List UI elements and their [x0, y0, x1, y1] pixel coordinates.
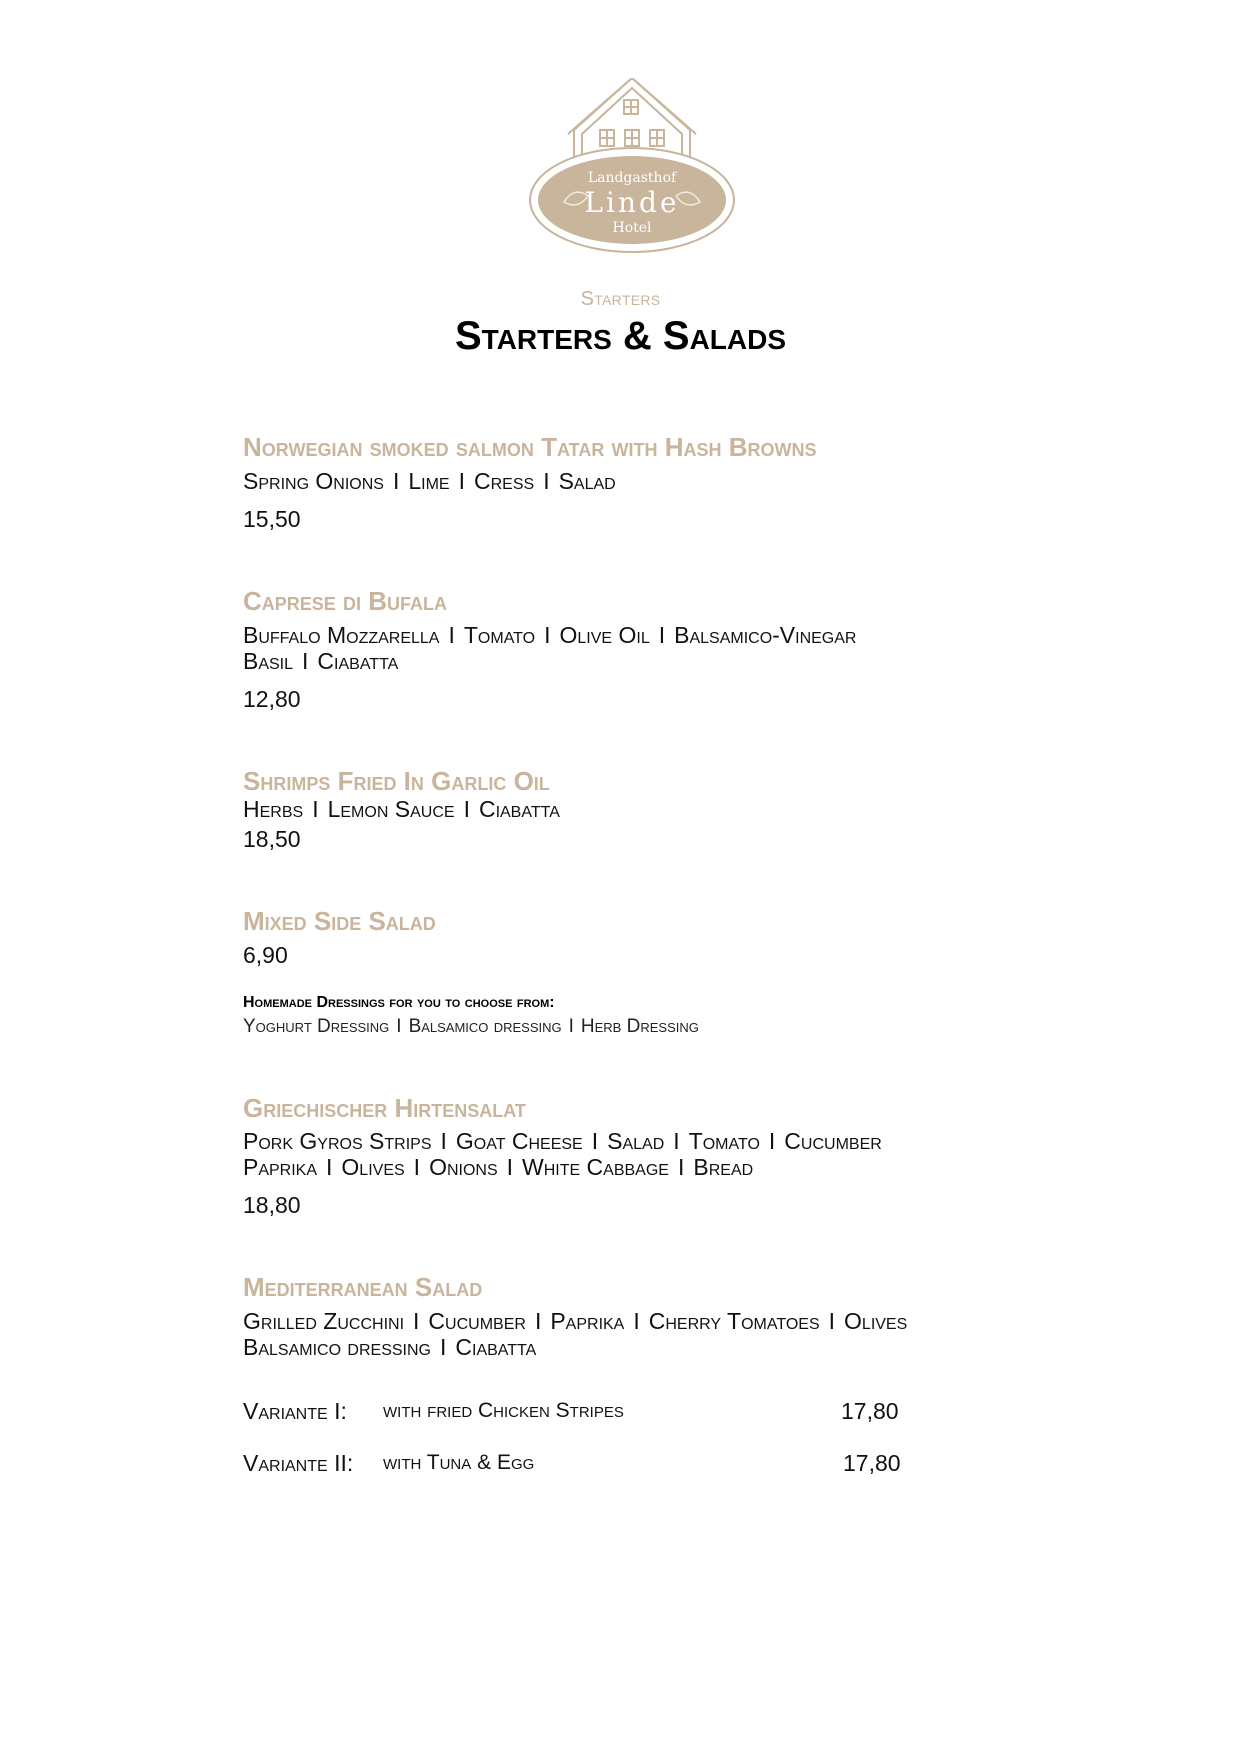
dish-price: 12,80: [243, 686, 301, 712]
ingredient: Ciabatta: [455, 1334, 537, 1360]
ingredient: Balsamico-Vinegar: [674, 622, 857, 648]
variant-row: [243, 1398, 913, 1428]
ingredient: Goat Cheese: [455, 1128, 583, 1154]
page-title: Starters & Salads: [454, 314, 787, 358]
ingredient: White Cabbage: [522, 1154, 669, 1180]
variant-label: Variante I:: [243, 1398, 347, 1424]
ingredient: Onions: [429, 1154, 498, 1180]
dressing: Yoghurt Dressing: [243, 1016, 390, 1037]
dish-title: Mediterranean Salad: [243, 1272, 483, 1302]
separator: I: [506, 1154, 514, 1180]
ingredient: Ciabatta: [317, 648, 399, 674]
dish-description: [243, 468, 616, 495]
ingredient: Buffalo Mozzarella: [243, 622, 440, 648]
dish-title: Norwegian smoked salmon Tatar with Hash Browns: [243, 432, 817, 462]
variant-description: with Tuna & Egg: [383, 1451, 535, 1474]
dish-description: [243, 1308, 907, 1335]
ingredient: Salad: [607, 1128, 665, 1154]
ingredient: Bread: [693, 1154, 754, 1180]
ingredient: Balsamico dressing: [243, 1334, 431, 1360]
dish-description: [243, 648, 398, 675]
separator: I: [544, 622, 551, 648]
ingredient: Basil: [243, 648, 294, 674]
separator: I: [591, 1128, 599, 1154]
separator: I: [677, 1154, 685, 1180]
separator: I: [413, 1154, 421, 1180]
dish-description: [243, 1334, 536, 1361]
ingredient: Cucumber: [428, 1308, 526, 1334]
variant-price: 17,80: [841, 1398, 899, 1424]
dressings-title: Homemade Dressings for you to choose from:: [243, 994, 555, 1011]
dish-price: 6,90: [243, 942, 288, 968]
dish-title: Mixed Side Salad: [243, 906, 436, 936]
separator: I: [673, 1128, 680, 1154]
separator: I: [396, 1016, 402, 1037]
separator: I: [392, 468, 400, 494]
variant-description: with fried Chicken Stripes: [383, 1399, 624, 1422]
dish-description: [243, 796, 560, 823]
separator: I: [302, 648, 309, 674]
ingredient: Cherry Tomatoes: [648, 1308, 820, 1334]
separator: I: [543, 468, 550, 494]
dish-price: 18,80: [243, 1192, 301, 1218]
dish-title: Caprese di Bufala: [243, 586, 448, 616]
ingredient: Grilled Zucchini: [243, 1308, 405, 1334]
ingredient: Cress: [474, 468, 535, 494]
dish-title: Griechischer Hirtensalat: [243, 1093, 526, 1123]
ingredient: Olives: [341, 1154, 405, 1180]
logo-line1: Landgasthof: [587, 170, 677, 186]
ingredient: Tomato: [463, 622, 536, 648]
hotel-logo: [528, 78, 736, 254]
separator: I: [312, 796, 319, 822]
separator: I: [326, 1154, 333, 1180]
dressings-list: [243, 1016, 699, 1038]
separator: I: [413, 1308, 420, 1334]
logo-line2: Linde: [584, 186, 680, 219]
dish-description: [243, 622, 856, 649]
separator: I: [633, 1308, 640, 1334]
separator: I: [768, 1128, 776, 1154]
dish-description: [243, 1128, 882, 1155]
separator: I: [828, 1308, 836, 1334]
ingredient: Olives: [844, 1308, 908, 1334]
ingredient: Lime: [408, 468, 450, 494]
variant-price: 17,80: [843, 1450, 901, 1476]
dressing: Herb Dressing: [580, 1016, 699, 1037]
house-logo-icon: [528, 78, 736, 254]
separator: I: [463, 796, 470, 822]
ingredient: Tomato: [688, 1128, 760, 1154]
variant-label: Variante II:: [243, 1450, 354, 1476]
ingredient: Ciabatta: [478, 796, 560, 822]
dressing: Balsamico dressing: [408, 1016, 562, 1037]
ingredient: Olive Oil: [559, 622, 650, 648]
variant-row: [243, 1450, 913, 1480]
ingredient: Spring Onions: [243, 468, 384, 494]
ingredient: Salad: [558, 468, 616, 494]
ingredient: Cucumber: [784, 1128, 882, 1154]
dish-title: Shrimps Fried In Garlic Oil: [243, 766, 550, 796]
logo-line3: Hotel: [612, 220, 652, 236]
dish-description: [243, 1154, 753, 1181]
separator: I: [658, 622, 666, 648]
separator: I: [534, 1308, 542, 1334]
ingredient: Herbs: [243, 796, 304, 822]
separator: I: [448, 622, 455, 648]
section-label: Starters: [580, 288, 661, 310]
dish-price: 15,50: [243, 506, 301, 532]
dish-price: 18,50: [243, 826, 301, 852]
ingredient: Paprika: [243, 1154, 318, 1180]
separator: I: [458, 468, 465, 494]
separator: I: [568, 1016, 574, 1037]
ingredient: Pork Gyros Strips: [243, 1128, 432, 1154]
ingredient: Lemon Sauce: [327, 796, 455, 822]
separator: I: [440, 1334, 447, 1360]
ingredient: Paprika: [550, 1308, 625, 1334]
separator: I: [440, 1128, 447, 1154]
